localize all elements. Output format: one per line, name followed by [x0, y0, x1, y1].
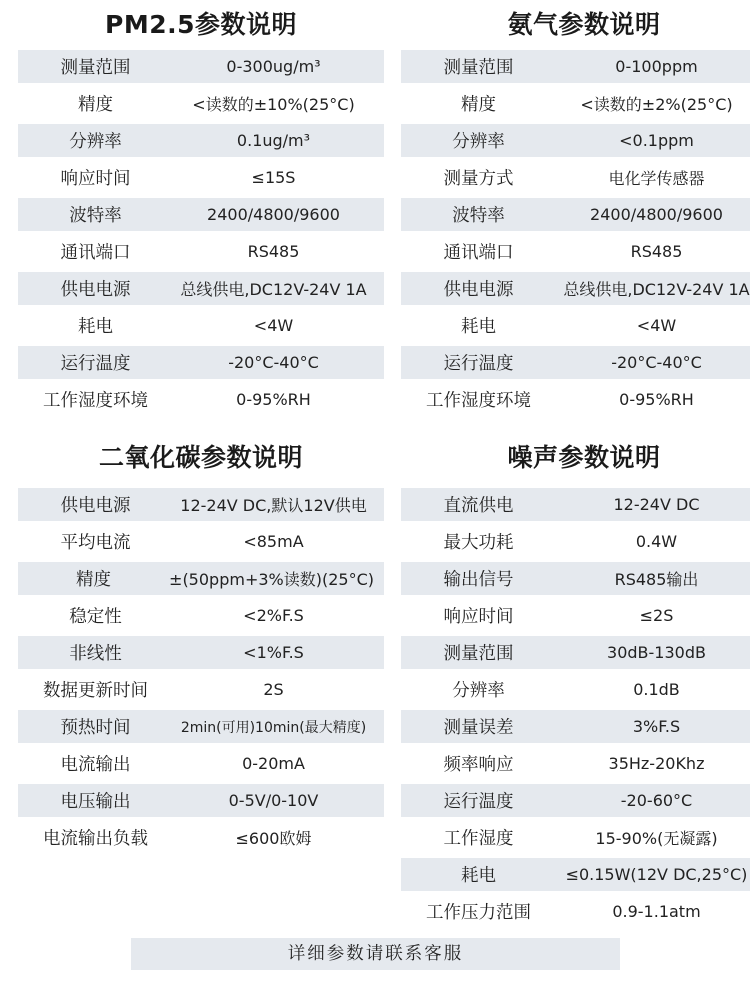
- spec-value: 0-20mA: [242, 754, 305, 773]
- spec-row: [18, 784, 384, 817]
- spec-row: [401, 525, 750, 558]
- spec-value: 0-300ug/m³: [226, 57, 321, 76]
- spec-label: 非线性: [69, 644, 122, 664]
- spec-label: 测量方式: [443, 169, 514, 189]
- spec-label: 供电电源: [60, 496, 131, 516]
- spec-row: [401, 198, 750, 231]
- spec-value: <85mA: [243, 532, 304, 551]
- spec-row: [401, 383, 750, 416]
- spec-label: 工作湿度环境: [426, 391, 531, 411]
- spec-label: 耗电: [78, 317, 113, 337]
- spec-label: 耗电: [461, 866, 496, 886]
- spec-value: 2min(可用)10min(最大精度): [180, 719, 367, 736]
- spec-row: [401, 673, 750, 706]
- spec-label: 波特率: [452, 206, 505, 226]
- spec-row: [18, 383, 384, 416]
- spec-row: [401, 87, 750, 120]
- spec-row: [401, 346, 750, 379]
- ammonia-spec-table: [401, 50, 750, 416]
- spec-row: [401, 636, 750, 669]
- spec-row: [18, 124, 384, 157]
- spec-row: [18, 272, 384, 305]
- spec-row: [18, 488, 384, 521]
- spec-label: 稳定性: [69, 607, 122, 627]
- spec-value: ≤600欧姆: [235, 829, 312, 848]
- spec-label: 通讯端口: [60, 243, 131, 263]
- spec-label: 精度: [78, 95, 113, 115]
- spec-label: 运行温度: [443, 792, 514, 812]
- spec-value: ≤2S: [639, 606, 674, 625]
- spec-value: 总线供电,DC12V-24V 1A: [563, 280, 750, 299]
- spec-label: 测量范围: [443, 58, 514, 78]
- spec-label: 测量范围: [443, 644, 514, 664]
- spec-row: [18, 161, 384, 194]
- spec-value: 0-100ppm: [615, 57, 698, 76]
- spec-value: 30dB-130dB: [607, 643, 706, 662]
- spec-label: 精度: [76, 570, 112, 590]
- spec-label: 直流供电: [443, 496, 514, 516]
- spec-value: -20°C-40°C: [228, 353, 319, 372]
- spec-row: [18, 599, 384, 632]
- spec-label: 响应时间: [60, 169, 131, 189]
- co2-spec-table: [18, 488, 384, 854]
- spec-label: 供电电源: [443, 280, 514, 300]
- spec-label: 测量误差: [443, 718, 514, 738]
- spec-row: [18, 346, 384, 379]
- spec-row: [401, 50, 750, 83]
- spec-label: 平均电流: [60, 533, 131, 553]
- spec-label: 分辨率: [452, 681, 505, 701]
- spec-label: 电流输出负载: [43, 829, 148, 849]
- spec-value: -20°C-40°C: [611, 353, 702, 372]
- spec-value: <4W: [253, 316, 294, 335]
- spec-label: 运行温度: [443, 354, 514, 374]
- spec-value: 0.1dB: [633, 680, 680, 699]
- spec-row: [18, 235, 384, 268]
- spec-row: [401, 599, 750, 632]
- spec-value: RS485输出: [614, 570, 699, 589]
- spec-label: 电流输出: [60, 755, 131, 775]
- spec-label: 运行温度: [60, 354, 131, 374]
- spec-label: 供电电源: [60, 280, 131, 300]
- spec-row: [401, 488, 750, 521]
- spec-label: 最大功耗: [443, 533, 514, 553]
- spec-value: 3%F.S: [632, 717, 681, 736]
- spec-row: [401, 124, 750, 157]
- spec-value: 0.4W: [635, 532, 678, 551]
- noise-spec-section: [401, 437, 750, 932]
- spec-row: [401, 784, 750, 817]
- spec-label: 响应时间: [443, 607, 514, 627]
- spec-value: <1%F.S: [243, 643, 304, 662]
- spec-row: [18, 525, 384, 558]
- spec-row: [401, 858, 750, 891]
- spec-value: ≤15S: [251, 168, 296, 187]
- noise-spec-table: [401, 488, 750, 928]
- spec-row: [401, 272, 750, 305]
- spec-row: [18, 747, 384, 780]
- spec-value: 电化学传感器: [608, 169, 705, 188]
- spec-value: 0-95%RH: [619, 390, 694, 409]
- spec-row: [401, 309, 750, 342]
- spec-row: [18, 309, 384, 342]
- spec-value: 0-5V/0-10V: [228, 791, 319, 810]
- spec-row: [401, 562, 750, 595]
- spec-value: <0.1ppm: [619, 131, 694, 150]
- spec-label: 频率响应: [443, 755, 514, 775]
- spec-row: [401, 161, 750, 194]
- spec-row: [18, 710, 384, 743]
- spec-label: 分辨率: [452, 132, 505, 152]
- spec-label: 工作压力范围: [426, 903, 531, 923]
- spec-label: 波特率: [69, 206, 122, 226]
- spec-value: ±(50ppm+3%读数)(25°C): [169, 570, 374, 589]
- spec-label: 测量范围: [60, 58, 131, 78]
- spec-value: -20-60°C: [620, 791, 693, 810]
- contact-support-banner: 详细参数请联系客服: [131, 938, 620, 970]
- spec-row: [18, 636, 384, 669]
- spec-value: 总线供电,DC12V-24V 1A: [180, 280, 367, 299]
- spec-row: [401, 821, 750, 854]
- spec-row: [18, 673, 384, 706]
- spec-value: 2400/4800/9600: [207, 205, 340, 224]
- spec-row: [18, 562, 384, 595]
- spec-value: 12-24V DC: [613, 495, 700, 514]
- spec-value: <2%F.S: [243, 606, 304, 625]
- spec-label: 工作湿度: [443, 829, 514, 849]
- spec-value: 2S: [263, 680, 284, 699]
- spec-value: 12-24V DC,默认12V供电: [180, 496, 367, 515]
- spec-label: 电压输出: [60, 792, 131, 812]
- spec-value: 15-90%(无凝露): [595, 829, 718, 848]
- ammonia-section-title: 氨气参数说明: [507, 10, 661, 39]
- spec-value: <读数的±2%(25°C): [580, 95, 733, 114]
- spec-value: <读数的±10%(25°C): [192, 95, 355, 114]
- noise-section-title: 噪声参数说明: [507, 443, 661, 472]
- spec-label: 工作湿度环境: [43, 391, 148, 411]
- spec-label: 输出信号: [443, 570, 514, 590]
- co2-section-title: 二氧化碳参数说明: [98, 443, 303, 472]
- spec-value: RS485: [630, 242, 683, 261]
- spec-value: 0-95%RH: [236, 390, 311, 409]
- spec-row: [18, 198, 384, 231]
- spec-value: <4W: [636, 316, 677, 335]
- pm25-spec-table: [18, 50, 384, 416]
- spec-row: [401, 747, 750, 780]
- spec-value: RS485: [247, 242, 300, 261]
- pm25-spec-section: [18, 0, 384, 420]
- spec-row: [18, 50, 384, 83]
- spec-value: 35Hz-20Khz: [608, 754, 705, 773]
- pm25-section-title: PM2.5参数说明: [105, 10, 297, 39]
- spec-label: 数据更新时间: [43, 681, 148, 701]
- co2-spec-section: [18, 437, 384, 858]
- spec-row: [401, 710, 750, 743]
- spec-row: [18, 87, 384, 120]
- spec-label: 预热时间: [60, 718, 131, 738]
- spec-label: 分辨率: [69, 132, 122, 152]
- spec-row: [18, 821, 384, 854]
- spec-value: ≤0.15W(12V DC,25°C): [565, 865, 748, 884]
- spec-value: 0.9-1.1atm: [612, 902, 701, 921]
- spec-value: 2400/4800/9600: [590, 205, 723, 224]
- spec-label: 精度: [461, 95, 496, 115]
- spec-value: 0.1ug/m³: [236, 131, 311, 150]
- spec-label: 通讯端口: [443, 243, 514, 263]
- spec-row: [401, 235, 750, 268]
- ammonia-spec-section: [401, 0, 750, 420]
- spec-label: 耗电: [461, 317, 496, 337]
- spec-row: [401, 895, 750, 928]
